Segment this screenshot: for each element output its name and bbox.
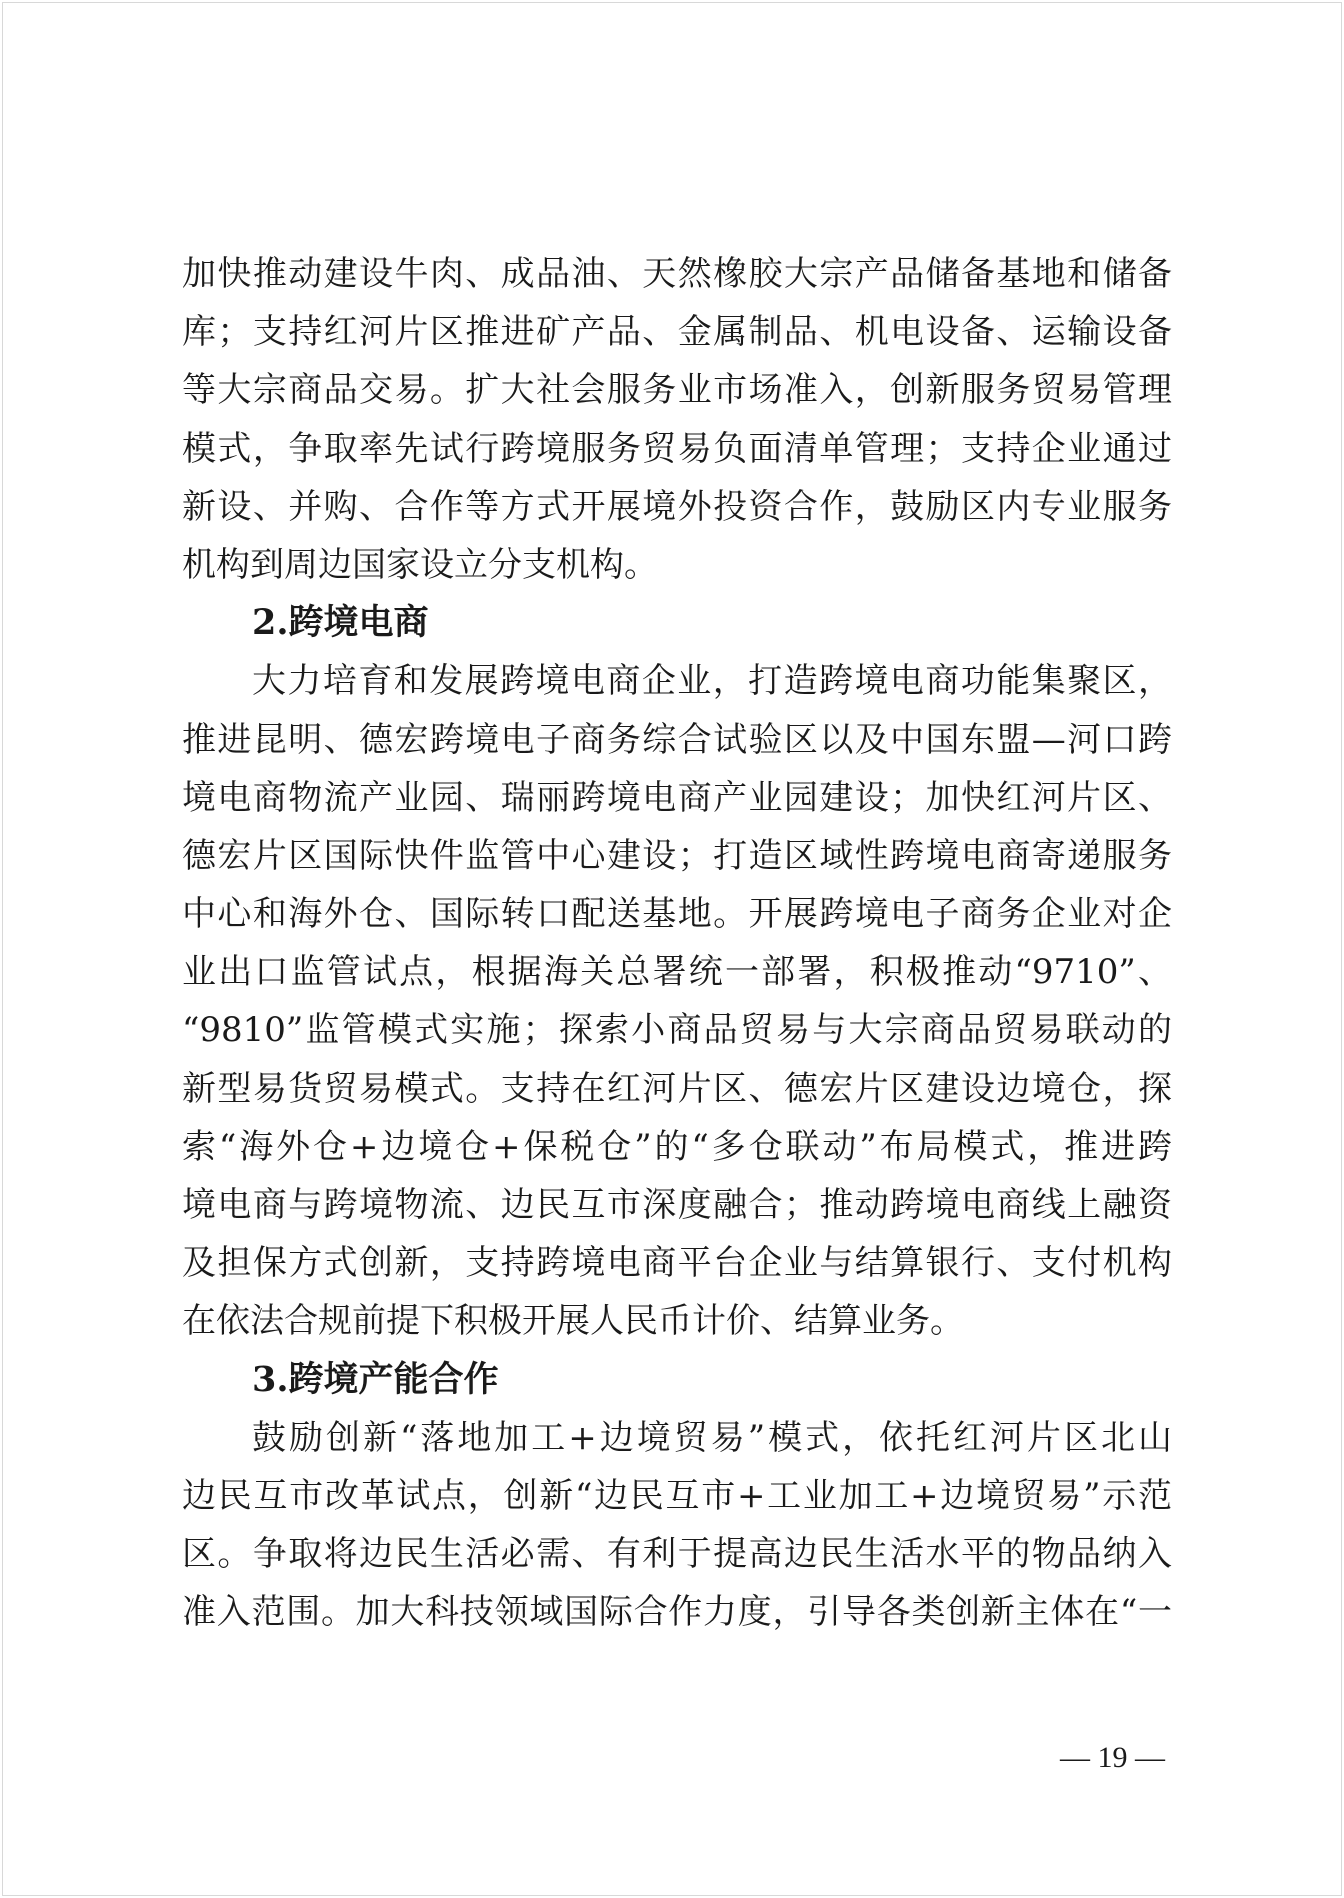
text-line: 新型易货贸易模式。支持在红河片区、德宏片区建设边境仓，探 — [182, 1068, 1172, 1109]
text-line: 业出口监管试点，根据海关总署统一部署，积极推动“9710”、 — [182, 952, 1172, 993]
text-line: 准入范围。加大科技领域国际合作力度，引导各类创新主体在“一 — [182, 1592, 1172, 1633]
text-line: 鼓励创新“落地加工+边境贸易”模式，依托红河片区北山 — [252, 1417, 1172, 1458]
text-line: 德宏片区国际快件监管中心建设；打造区域性跨境电商寄递服务 — [182, 835, 1172, 876]
page-number: — 19 — — [1060, 1741, 1165, 1774]
text-line: 模式，争取率先试行跨境服务贸易负面清单管理；支持企业通过 — [182, 428, 1172, 469]
text-line: 区。争取将边民生活必需、有利于提高边民生活水平的物品纳入 — [182, 1534, 1172, 1575]
text-line: 机构到周边国家设立分支机构。 — [182, 544, 658, 585]
text-line: 境电商物流产业园、瑞丽跨境电商产业园建设；加快红河片区、 — [182, 777, 1172, 818]
text-line: 新设、并购、合作等方式开展境外投资合作，鼓励区内专业服务 — [182, 486, 1172, 527]
text-line: “9810”监管模式实施；探索小商品贸易与大宗商品贸易联动的 — [182, 1010, 1172, 1051]
section-heading: 3.跨境产能合作 — [252, 1358, 499, 1400]
text-line: 在依法合规前提下积极开展人民币计价、结算业务。 — [182, 1301, 964, 1342]
section-heading: 2.跨境电商 — [252, 602, 429, 644]
text-line: 索“海外仓+边境仓+保税仓”的“多仓联动”布局模式，推进跨 — [182, 1126, 1172, 1167]
text-line: 等大宗商品交易。扩大社会服务业市场准入，创新服务贸易管理 — [182, 370, 1172, 411]
text-line: 境电商与跨境物流、边民互市深度融合；推动跨境电商线上融资 — [182, 1185, 1172, 1225]
text-line: 中心和海外仓、国际转口配送基地。开展跨境电子商务企业对企 — [182, 894, 1172, 935]
text-line: 及担保方式创新，支持跨境电商平台企业与结算银行、支付机构 — [182, 1243, 1172, 1284]
text-line: 加快推动建设牛肉、成品油、天然橡胶大宗产品储备基地和储备 — [182, 254, 1172, 294]
text-line: 库；支持红河片区推进矿产品、金属制品、机电设备、运输设备 — [182, 312, 1172, 353]
text-line: 大力培育和发展跨境电商企业，打造跨境电商功能集聚区， — [252, 661, 1172, 702]
text-line: 边民互市改革试点，创新“边民互市+工业加工+边境贸易”示范 — [182, 1475, 1172, 1516]
document-body — [182, 245, 1172, 1642]
text-line: 推进昆明、德宏跨境电子商务综合试验区以及中国东盟—河口跨 — [182, 719, 1172, 760]
